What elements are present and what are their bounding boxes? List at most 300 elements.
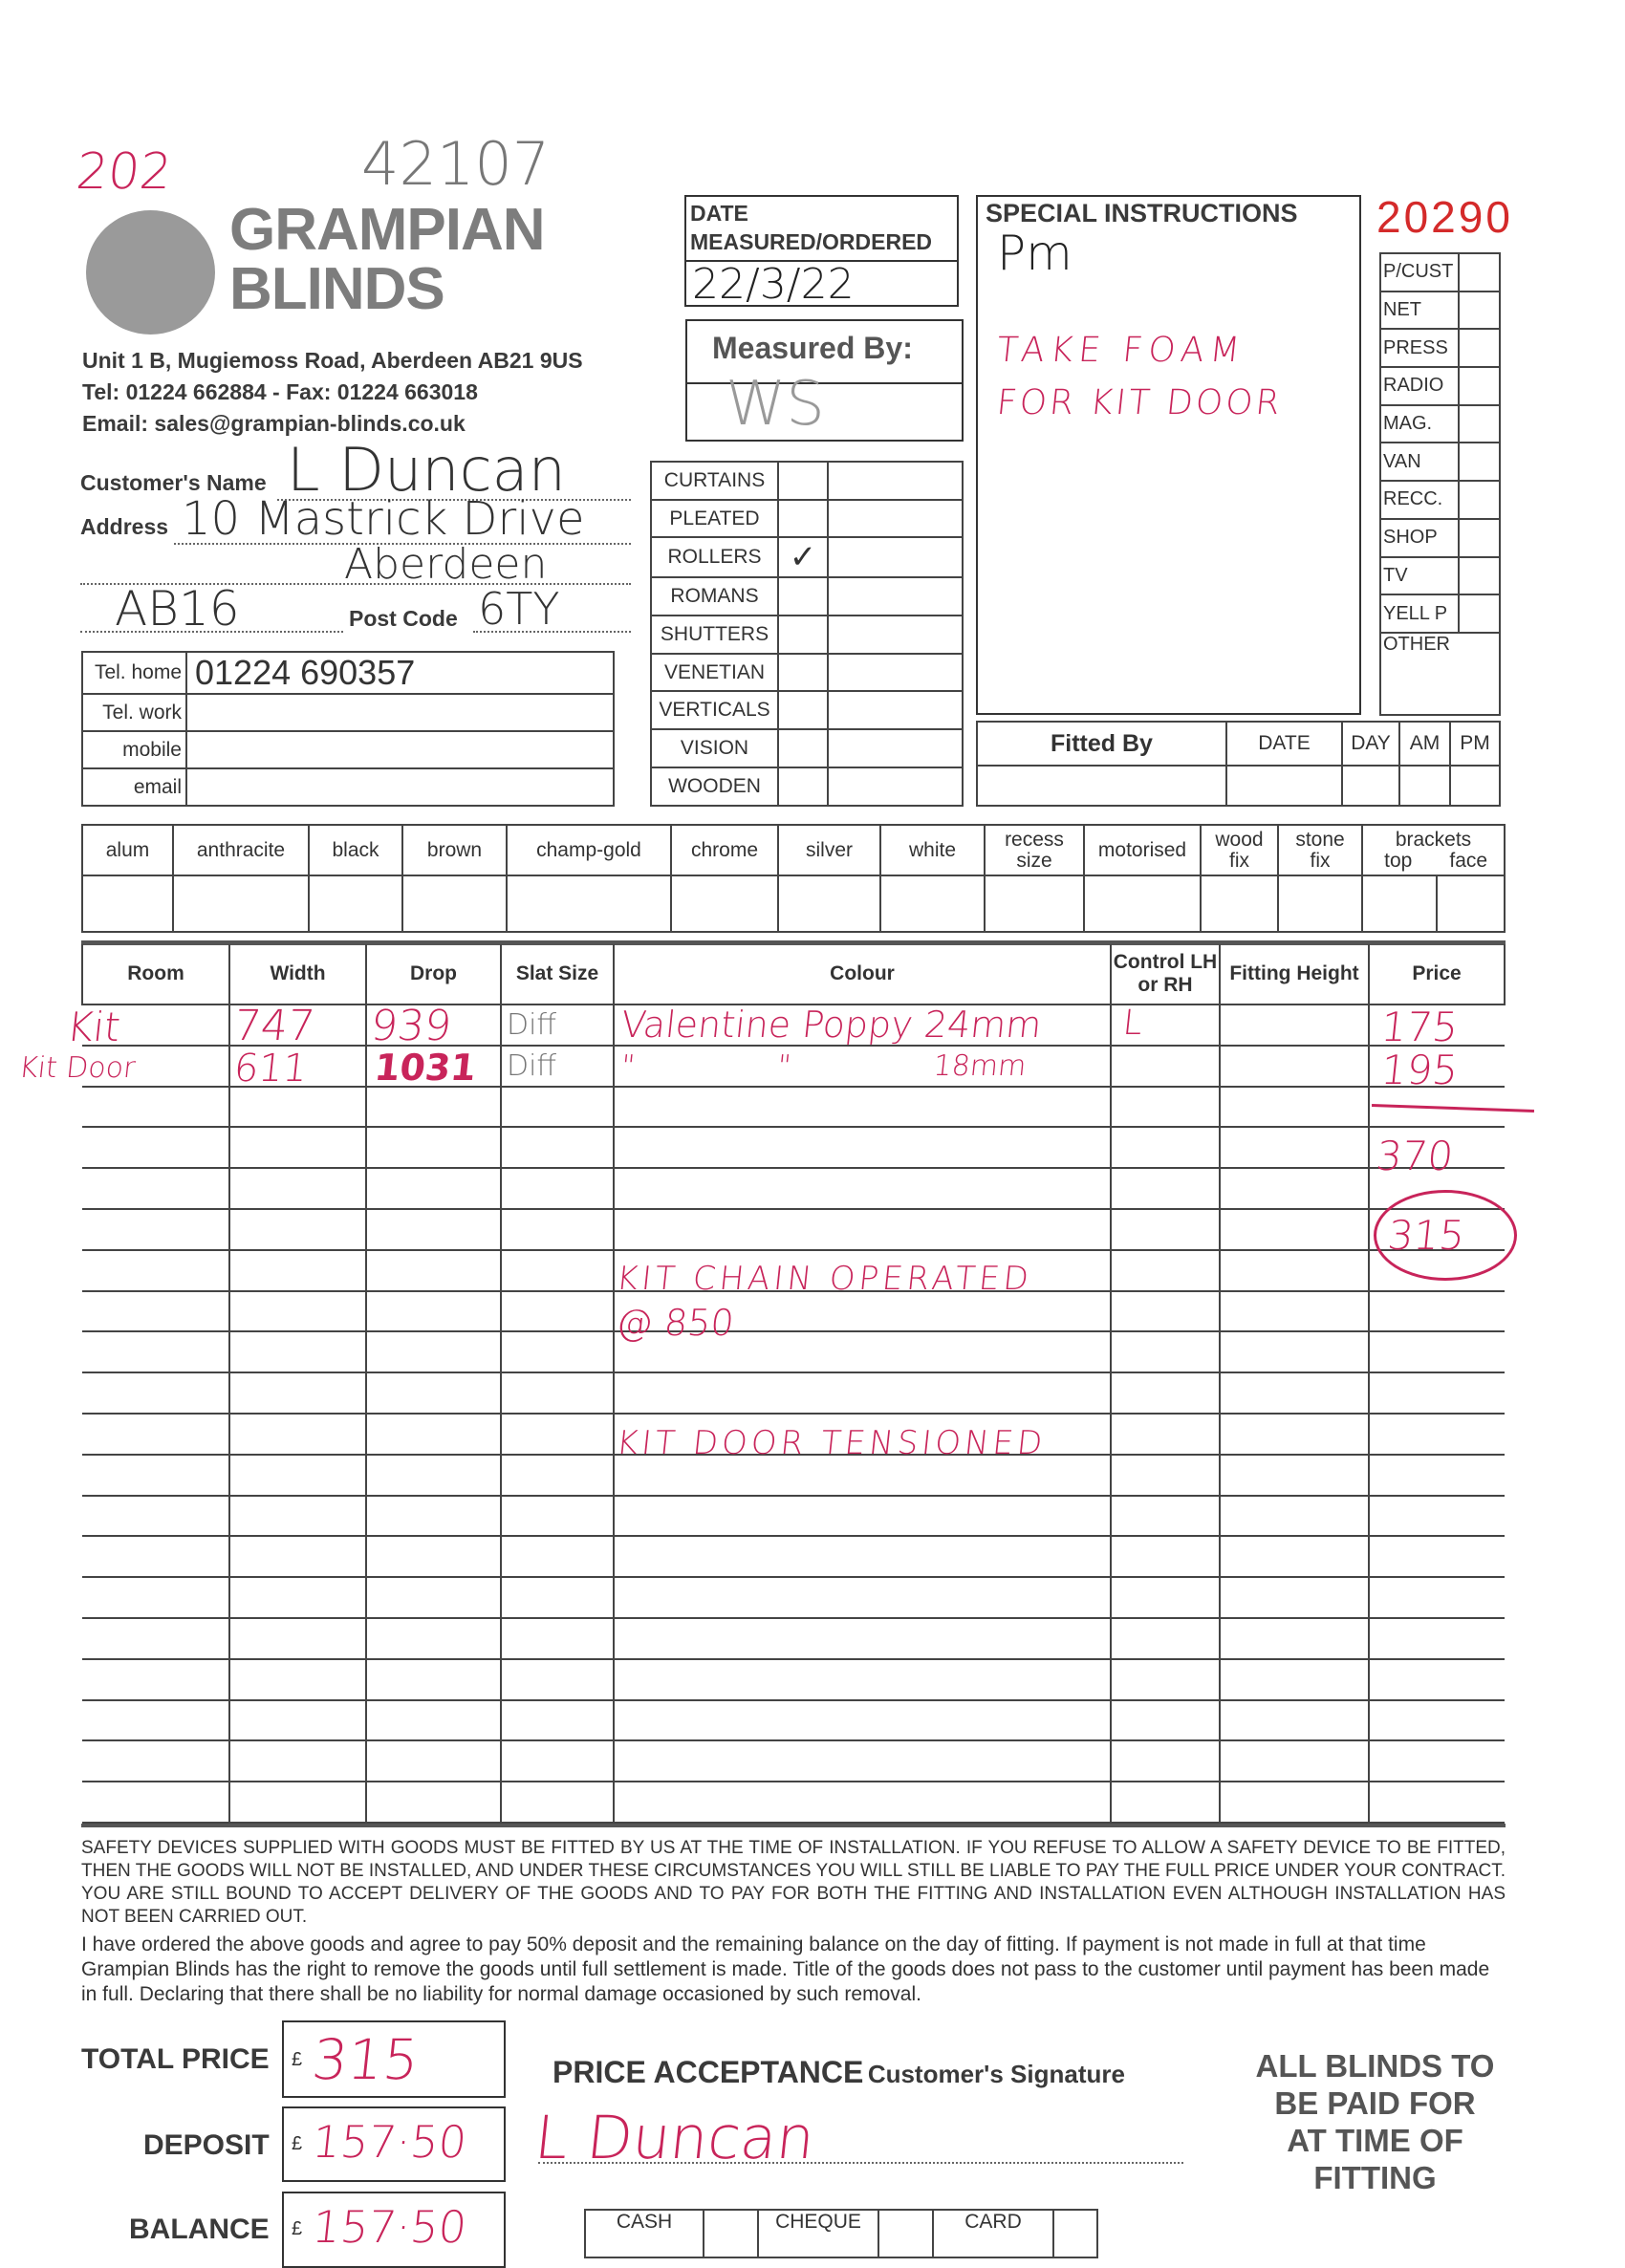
product-curtains-qty[interactable]	[828, 462, 963, 500]
table-cell[interactable]	[501, 1168, 614, 1209]
table-cell[interactable]	[1369, 1331, 1505, 1372]
table-cell[interactable]	[1369, 1414, 1505, 1455]
table-cell[interactable]	[501, 1659, 614, 1700]
table-cell[interactable]	[366, 1291, 501, 1332]
source-row	[1380, 594, 1500, 633]
product-rollers-checkbox[interactable]: ✓	[778, 537, 828, 577]
table-cell[interactable]	[1111, 1331, 1220, 1372]
product-row	[651, 577, 963, 616]
table-cell[interactable]	[501, 1209, 614, 1250]
table-cell[interactable]	[501, 1700, 614, 1741]
product-romans-label: ROMANS	[651, 577, 778, 616]
table-cell[interactable]	[1111, 1168, 1220, 1209]
company-address: Unit 1 B, Mugiemoss Road, Aberdeen AB21 9US	[82, 348, 583, 373]
source-row	[1380, 633, 1500, 715]
table-cell[interactable]	[1111, 1577, 1220, 1618]
table-cell[interactable]	[501, 1496, 614, 1537]
finish-cell[interactable]	[173, 875, 309, 932]
finish-cell[interactable]	[82, 875, 173, 932]
source-label: P/CUST	[1380, 253, 1459, 292]
table-cell[interactable]	[1220, 1455, 1369, 1496]
table-cell[interactable]	[1111, 1700, 1220, 1741]
company-phone: Tel: 01224 662884 - Fax: 01224 663018	[82, 379, 478, 404]
source-checkbox[interactable]	[1459, 557, 1500, 595]
row2-slat[interactable]: Diff	[507, 1049, 557, 1083]
source-label: RECC.	[1380, 481, 1459, 519]
product-verticals-qty[interactable]	[828, 691, 963, 729]
address-line-3[interactable]: AB16	[115, 581, 240, 637]
table-cell[interactable]	[1220, 1372, 1369, 1414]
table-cell[interactable]	[366, 1414, 501, 1455]
row2-room[interactable]: Kit Door	[17, 1051, 138, 1085]
balance-value: 157·50	[310, 2201, 469, 2253]
table-cell[interactable]	[366, 1455, 501, 1496]
product-vision-label: VISION	[651, 729, 778, 767]
source-row	[1380, 405, 1500, 443]
order-note-3: KIT DOOR TENSIONED	[614, 1424, 1049, 1462]
method-cheque[interactable]: CHEQUE	[758, 2210, 878, 2257]
measured-by-box	[685, 319, 964, 442]
cash-check[interactable]	[704, 2210, 758, 2257]
table-cell[interactable]	[1111, 1496, 1220, 1537]
table-cell[interactable]	[1220, 1740, 1369, 1782]
table-cell[interactable]	[82, 1250, 229, 1291]
row1-colour[interactable]: Valentine Poppy 24mm	[618, 1004, 1044, 1046]
balance-box[interactable]	[282, 2192, 506, 2268]
logo-mark-icon	[86, 210, 215, 335]
fitted-day-value[interactable]	[1342, 766, 1399, 806]
product-romans-checkbox[interactable]	[778, 577, 828, 616]
finish-cell[interactable]	[671, 875, 778, 932]
wood-label-line-1: wood	[1215, 828, 1264, 851]
source-row	[1380, 481, 1500, 519]
table-cell[interactable]	[82, 1168, 229, 1209]
finish-cell[interactable]	[1362, 875, 1437, 932]
special-note-1: Pm	[997, 226, 1072, 281]
table-cell[interactable]	[1220, 1496, 1369, 1537]
source-checkbox[interactable]	[1459, 292, 1500, 330]
finish-cell[interactable]	[1437, 875, 1505, 932]
fitted-am-value[interactable]	[1399, 766, 1450, 806]
table-row	[82, 1127, 1505, 1168]
source-row	[1380, 329, 1500, 367]
table-cell[interactable]	[229, 1455, 366, 1496]
product-verticals-label: VERTICALS	[651, 691, 778, 729]
table-cell[interactable]	[366, 1536, 501, 1577]
row1-drop[interactable]: 939	[368, 1002, 454, 1050]
table-cell[interactable]	[1369, 1291, 1505, 1332]
table-cell[interactable]	[366, 1782, 501, 1823]
fitted-day-label: DAY	[1342, 722, 1399, 766]
product-rollers-qty[interactable]	[828, 537, 963, 577]
measured-ordered-label: MEASURED/ORDERED	[690, 229, 933, 254]
col-room: Room	[82, 944, 229, 1004]
table-cell[interactable]	[366, 1740, 501, 1782]
finish-cell[interactable]	[985, 875, 1084, 932]
fitted-by-label: Fitted By	[977, 722, 1226, 766]
table-cell[interactable]	[501, 1291, 614, 1332]
table-cell[interactable]	[366, 1372, 501, 1414]
product-shutters-checkbox[interactable]	[778, 616, 828, 654]
product-shutters-qty[interactable]	[828, 616, 963, 654]
source-other[interactable]: OTHER	[1380, 633, 1500, 715]
table-cell[interactable]	[1111, 1372, 1220, 1414]
logo-line-1: GRAMPIAN	[229, 197, 545, 263]
table-cell[interactable]	[1111, 1250, 1220, 1291]
table-cell[interactable]	[1220, 1004, 1369, 1046]
finish-cell[interactable]	[402, 875, 507, 932]
table-cell[interactable]	[1369, 1700, 1505, 1741]
col-fitting: Fitting Height	[1220, 944, 1369, 1004]
table-cell[interactable]	[229, 1372, 366, 1414]
method-card[interactable]: CARD	[933, 2210, 1053, 2257]
deposit-value: 157·50	[310, 2116, 469, 2168]
recess-size-label	[985, 825, 1084, 875]
table-cell[interactable]	[1369, 1496, 1505, 1537]
table-cell[interactable]	[1111, 1782, 1220, 1823]
finish-black: black	[309, 825, 402, 875]
source-row	[1380, 367, 1500, 405]
finish-brown: brown	[402, 825, 507, 875]
table-row	[82, 1577, 1505, 1618]
source-checkbox[interactable]	[1459, 405, 1500, 443]
table-cell[interactable]	[1369, 1536, 1505, 1577]
stone-fix-label	[1278, 825, 1362, 875]
table-cell[interactable]	[1369, 1782, 1505, 1823]
postcode[interactable]: 6TY	[478, 583, 560, 635]
table-cell[interactable]	[366, 1700, 501, 1741]
date-value[interactable]: 22/3/22	[692, 260, 855, 309]
table-cell[interactable]	[1111, 1127, 1220, 1168]
mobile-label: mobile	[82, 731, 186, 768]
table-cell[interactable]	[82, 1740, 229, 1782]
table-cell[interactable]	[501, 1087, 614, 1128]
row1-room[interactable]: Kit	[64, 1004, 123, 1050]
table-cell[interactable]	[82, 1536, 229, 1577]
table-cell[interactable]	[366, 1127, 501, 1168]
customer-name[interactable]: L Duncan	[287, 435, 566, 505]
table-cell[interactable]	[1111, 1414, 1220, 1455]
table-cell[interactable]	[82, 1372, 229, 1414]
address-line-1[interactable]: 10 Mastrick Drive	[182, 492, 585, 546]
table-row	[82, 1782, 1505, 1823]
row2-drop[interactable]: 1031	[372, 1047, 479, 1089]
table-cell[interactable]	[366, 1659, 501, 1700]
table-cell[interactable]	[229, 1291, 366, 1332]
order-note-2: @ 850	[614, 1302, 736, 1344]
source-label: YELL P	[1380, 594, 1459, 633]
table-cell[interactable]	[1111, 1046, 1220, 1087]
source-row	[1380, 557, 1500, 595]
finish-anthracite: anthracite	[173, 825, 309, 875]
source-checkbox[interactable]	[1459, 443, 1500, 481]
table-cell[interactable]	[1220, 1618, 1369, 1659]
source-label: TV	[1380, 557, 1459, 595]
row1-control[interactable]: L	[1120, 1004, 1145, 1043]
logo-text	[229, 197, 545, 322]
product-venetian-label: VENETIAN	[651, 654, 778, 692]
product-pleated-checkbox[interactable]	[778, 500, 828, 538]
table-cell[interactable]	[501, 1577, 614, 1618]
table-cell[interactable]	[614, 1087, 1111, 1128]
phone-table	[81, 651, 615, 807]
product-rollers-label: ROLLERS	[651, 537, 778, 577]
notice-line: BE PAID FOR	[1274, 2085, 1476, 2121]
source-checkbox[interactable]	[1459, 329, 1500, 367]
fitted-date-value[interactable]	[1226, 766, 1342, 806]
table-cell[interactable]	[82, 1331, 229, 1372]
table-cell[interactable]	[614, 1740, 1111, 1782]
fitted-pm-value[interactable]	[1450, 766, 1500, 806]
table-cell[interactable]	[1220, 1250, 1369, 1291]
table-cell[interactable]	[501, 1618, 614, 1659]
mobile-value[interactable]	[186, 731, 614, 768]
product-shutters-label: SHUTTERS	[651, 616, 778, 654]
table-cell[interactable]	[229, 1536, 366, 1577]
table-cell[interactable]	[1220, 1331, 1369, 1372]
table-cell[interactable]	[1220, 1291, 1369, 1332]
table-cell[interactable]	[1369, 1577, 1505, 1618]
table-cell[interactable]	[229, 1659, 366, 1700]
measured-by-value[interactable]: WS	[726, 369, 825, 440]
finish-cell[interactable]	[309, 875, 402, 932]
table-row	[82, 1496, 1505, 1537]
row1-price[interactable]: 175	[1378, 1004, 1461, 1050]
table-cell[interactable]	[501, 1536, 614, 1577]
tel-work-label: Tel. work	[82, 694, 186, 731]
table-cell[interactable]	[1111, 1536, 1220, 1577]
table-cell[interactable]	[614, 1496, 1111, 1537]
table-cell[interactable]	[1220, 1536, 1369, 1577]
source-checkbox[interactable]	[1459, 367, 1500, 405]
product-wooden-checkbox[interactable]	[778, 767, 828, 806]
table-row	[82, 1372, 1505, 1414]
customer-signature[interactable]: L Duncan	[531, 2103, 818, 2172]
table-row	[82, 1659, 1505, 1700]
order-note-1: KIT CHAIN OPERATED	[614, 1260, 1034, 1298]
table-cell[interactable]	[614, 1782, 1111, 1823]
fitted-pm-label: PM	[1450, 722, 1500, 766]
row2-width[interactable]: 611	[231, 1047, 310, 1091]
motorised-label: motorised	[1084, 825, 1201, 875]
table-cell[interactable]	[229, 1496, 366, 1537]
table-cell[interactable]	[366, 1618, 501, 1659]
product-verticals-checkbox[interactable]	[778, 691, 828, 729]
table-cell[interactable]	[501, 1455, 614, 1496]
col-width: Width	[229, 944, 366, 1004]
product-row	[651, 767, 963, 806]
table-cell[interactable]	[614, 1536, 1111, 1577]
table-cell[interactable]	[1220, 1168, 1369, 1209]
table-cell[interactable]	[1369, 1659, 1505, 1700]
row2-price[interactable]: 195	[1378, 1047, 1461, 1093]
table-cell[interactable]	[501, 1127, 614, 1168]
tel-home-value[interactable]: 01224 690357	[186, 652, 614, 694]
finish-champ-gold: champ-gold	[507, 825, 671, 875]
table-cell[interactable]	[366, 1209, 501, 1250]
product-romans-qty[interactable]	[828, 577, 963, 616]
table-cell[interactable]	[82, 1659, 229, 1700]
product-type-table	[650, 461, 964, 807]
cheque-check[interactable]	[878, 2210, 933, 2257]
product-venetian-checkbox[interactable]	[778, 654, 828, 692]
company-email: Email: sales@grampian-blinds.co.uk	[82, 411, 466, 436]
table-cell[interactable]	[501, 1414, 614, 1455]
table-cell[interactable]	[229, 1414, 366, 1455]
table-cell[interactable]	[1220, 1414, 1369, 1455]
row1-slat[interactable]: Diff	[507, 1008, 557, 1042]
product-vision-qty[interactable]	[828, 729, 963, 767]
product-row	[651, 500, 963, 538]
table-cell[interactable]	[82, 1700, 229, 1741]
table-cell[interactable]	[82, 1577, 229, 1618]
table-cell[interactable]	[82, 1496, 229, 1537]
table-cell[interactable]	[1220, 1127, 1369, 1168]
logo-line-2: BLINDS	[229, 256, 444, 322]
table-cell[interactable]	[229, 1209, 366, 1250]
table-cell[interactable]	[229, 1127, 366, 1168]
finish-silver: silver	[778, 825, 880, 875]
finish-cell[interactable]	[1084, 875, 1201, 932]
form-number: 20290	[1376, 192, 1513, 242]
finish-cell[interactable]	[1278, 875, 1362, 932]
table-cell[interactable]	[366, 1168, 501, 1209]
deposit-box[interactable]	[282, 2106, 506, 2182]
source-label: MAG.	[1380, 405, 1459, 443]
table-cell[interactable]	[82, 1414, 229, 1455]
special-note-2: TAKE FOAM	[994, 331, 1247, 370]
product-wooden-qty[interactable]	[828, 767, 963, 806]
price-subtotal: 370	[1374, 1133, 1456, 1179]
table-cell[interactable]	[229, 1168, 366, 1209]
table-cell[interactable]	[501, 1372, 614, 1414]
finish-cell[interactable]	[778, 875, 880, 932]
fitted-by-value[interactable]	[977, 766, 1226, 806]
finish-cell[interactable]	[1201, 875, 1278, 932]
tel-work-value[interactable]	[186, 694, 614, 731]
table-cell[interactable]	[1220, 1659, 1369, 1700]
product-vision-checkbox[interactable]	[778, 729, 828, 767]
table-cell[interactable]	[614, 1659, 1111, 1700]
date-label: DATE	[690, 201, 748, 226]
method-cash[interactable]: CASH	[585, 2210, 704, 2257]
table-cell[interactable]	[1111, 1659, 1220, 1700]
table-cell[interactable]	[366, 1496, 501, 1537]
table-cell[interactable]	[82, 1782, 229, 1823]
table-cell[interactable]	[1111, 1209, 1220, 1250]
table-cell[interactable]	[1369, 1618, 1505, 1659]
table-cell[interactable]	[1111, 1087, 1220, 1128]
table-cell[interactable]	[82, 1209, 229, 1250]
finish-alum: alum	[82, 825, 173, 875]
table-cell[interactable]	[614, 1618, 1111, 1659]
source-label: VAN	[1380, 443, 1459, 481]
table-cell[interactable]	[366, 1250, 501, 1291]
table-cell[interactable]	[82, 1127, 229, 1168]
price-total-circled: 315	[1385, 1212, 1467, 1259]
table-cell[interactable]	[501, 1740, 614, 1782]
table-cell[interactable]	[1111, 1618, 1220, 1659]
table-cell[interactable]	[229, 1782, 366, 1823]
table-cell[interactable]	[1111, 1291, 1220, 1332]
table-cell[interactable]	[1220, 1577, 1369, 1618]
table-cell[interactable]	[1220, 1087, 1369, 1128]
table-cell[interactable]	[1369, 1455, 1505, 1496]
table-cell[interactable]	[229, 1700, 366, 1741]
source-checkbox[interactable]	[1459, 253, 1500, 292]
table-cell[interactable]	[229, 1618, 366, 1659]
product-venetian-qty[interactable]	[828, 654, 963, 692]
stone-label-line-2: fix	[1310, 849, 1331, 872]
balance-label: BALANCE	[129, 2214, 270, 2245]
row1-width[interactable]: 747	[231, 1002, 317, 1050]
table-cell[interactable]	[614, 1168, 1111, 1209]
table-cell[interactable]	[366, 1087, 501, 1128]
currency-symbol: £	[292, 2049, 303, 2070]
measured-by-label: Measured By:	[712, 331, 913, 365]
table-cell[interactable]	[229, 1577, 366, 1618]
finish-cell[interactable]	[880, 875, 985, 932]
total-price-box[interactable]	[282, 2020, 506, 2098]
table-cell[interactable]	[614, 1577, 1111, 1618]
table-cell[interactable]	[1369, 1372, 1505, 1414]
table-cell[interactable]	[229, 1331, 366, 1372]
table-cell[interactable]	[82, 1455, 229, 1496]
table-cell[interactable]	[614, 1127, 1111, 1168]
table-cell[interactable]	[501, 1331, 614, 1372]
table-bottom-rule	[81, 1824, 1506, 1827]
product-curtains-checkbox[interactable]	[778, 462, 828, 500]
table-cell[interactable]	[1369, 1740, 1505, 1782]
table-cell[interactable]	[82, 1291, 229, 1332]
table-cell[interactable]	[501, 1782, 614, 1823]
source-checkbox[interactable]	[1459, 594, 1500, 633]
table-cell[interactable]	[366, 1577, 501, 1618]
special-instructions-label: SPECIAL INSTRUCTIONS	[986, 199, 1298, 227]
table-cell[interactable]	[614, 1372, 1111, 1414]
table-cell[interactable]	[229, 1250, 366, 1291]
table-cell[interactable]	[614, 1209, 1111, 1250]
table-cell[interactable]	[501, 1250, 614, 1291]
finish-cell[interactable]	[507, 875, 671, 932]
product-pleated-label: PLEATED	[651, 500, 778, 538]
table-cell[interactable]	[1220, 1700, 1369, 1741]
table-cell[interactable]	[229, 1087, 366, 1128]
table-cell[interactable]	[1220, 1046, 1369, 1087]
card-check[interactable]	[1053, 2210, 1097, 2257]
table-cell[interactable]	[1111, 1740, 1220, 1782]
product-pleated-qty[interactable]	[828, 500, 963, 538]
source-label: SHOP	[1380, 519, 1459, 557]
table-cell[interactable]	[1220, 1209, 1369, 1250]
special-instructions-box[interactable]	[976, 195, 1361, 715]
table-cell[interactable]	[1220, 1782, 1369, 1823]
row2-colour[interactable]: " " 18mm	[619, 1049, 1029, 1083]
finish-table	[81, 824, 1506, 933]
source-checkbox[interactable]	[1459, 481, 1500, 519]
table-cell[interactable]	[82, 1618, 229, 1659]
table-cell[interactable]	[82, 1087, 229, 1128]
brackets-heading: brackets	[1395, 828, 1472, 851]
address-line-2[interactable]: Aberdeen	[344, 540, 548, 589]
table-cell[interactable]	[614, 1700, 1111, 1741]
source-checkbox[interactable]	[1459, 519, 1500, 557]
table-cell[interactable]	[366, 1331, 501, 1372]
table-cell[interactable]	[229, 1740, 366, 1782]
email-value[interactable]	[186, 768, 614, 806]
table-cell[interactable]	[1111, 1455, 1220, 1496]
fitted-date-label: DATE	[1226, 722, 1342, 766]
